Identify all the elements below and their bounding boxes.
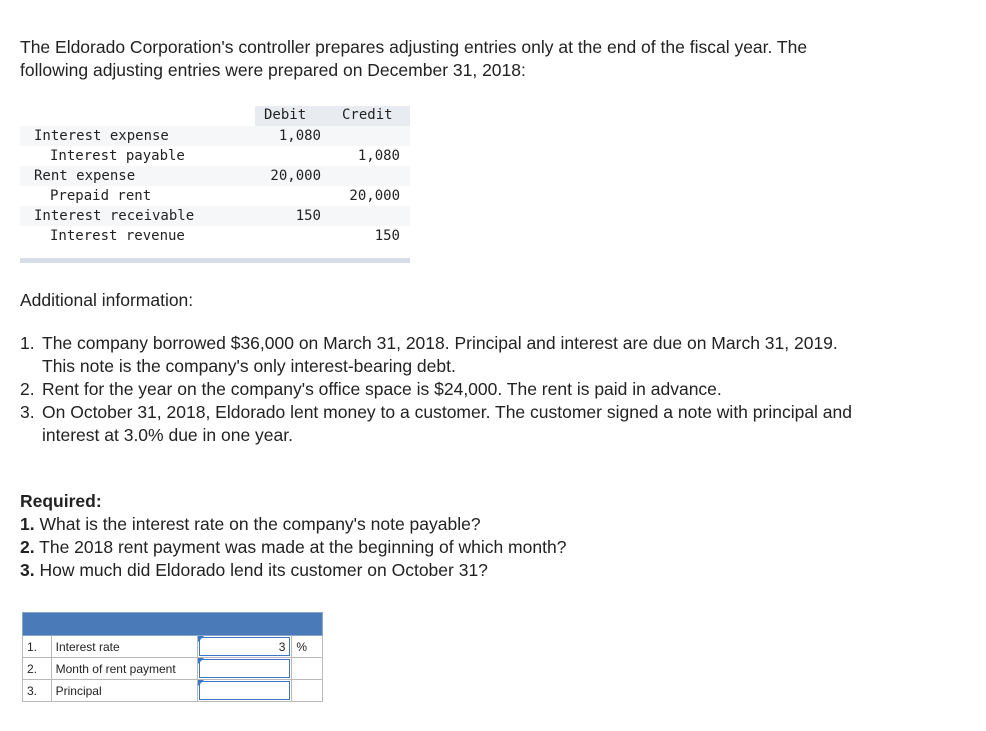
answer-label: Month of rent payment	[51, 658, 197, 680]
question-number: 3.	[20, 560, 35, 580]
question-number: 1.	[20, 514, 35, 534]
list-item	[20, 378, 970, 401]
journal-row	[20, 146, 410, 166]
journal-rows	[20, 126, 410, 246]
credit-value: 150	[374, 228, 400, 244]
answer-row	[23, 658, 323, 680]
table-footer-bar	[20, 246, 410, 263]
interest-rate-cell	[197, 636, 291, 658]
question-text: The 2018 rent payment was made at the beginning of which month?	[39, 537, 567, 557]
account-name: Interest payable	[50, 148, 185, 164]
answer-row	[23, 680, 323, 702]
credit-value: 1,080	[357, 148, 400, 164]
answer-row	[23, 636, 323, 658]
principal-input[interactable]	[199, 681, 290, 700]
question	[20, 513, 970, 536]
answer-number: 1.	[23, 636, 52, 658]
question-text: What is the interest rate on the company's note payable?	[39, 514, 481, 534]
account-name: Rent expense	[34, 168, 136, 184]
question	[20, 536, 970, 559]
adjusting-entries-table	[20, 106, 410, 263]
input-marker-icon	[198, 658, 204, 664]
intro-line-1: The Eldorado Corporation's controller prepares adjusting entries only at the end of the fiscal year. The	[20, 37, 808, 57]
question	[20, 559, 970, 582]
answer-unit: %	[292, 636, 323, 658]
answer-table	[22, 612, 323, 702]
account-name: Interest expense	[34, 128, 169, 144]
account-name: Prepaid rent	[50, 188, 152, 204]
answer-label: Principal	[51, 680, 197, 702]
answer-header-row	[23, 613, 323, 636]
required-section	[20, 490, 970, 582]
account-name: Interest receivable	[34, 208, 195, 224]
input-marker-icon	[198, 636, 204, 642]
account-name: Interest revenue	[50, 228, 185, 244]
item-number: 3.	[20, 402, 35, 422]
answer-unit	[292, 680, 323, 702]
journal-header	[20, 106, 410, 126]
answer-number: 3.	[23, 680, 52, 702]
item-text-line: The company borrowed $36,000 on March 31, 2018. Principal and interest are due on March 31, 2019.	[42, 333, 838, 353]
item-number: 2.	[20, 379, 35, 399]
credit-header: Credit	[342, 107, 393, 123]
item-text-line: interest at 3.0% due in one year.	[42, 425, 293, 445]
question-number: 2.	[20, 537, 35, 557]
journal-row	[20, 226, 410, 246]
debit-header: Debit	[264, 107, 307, 123]
interest-rate-input[interactable]: 3	[199, 637, 290, 656]
debit-value: 20,000	[270, 168, 321, 184]
rent-month-cell	[197, 658, 291, 680]
answer-header-bar	[23, 613, 323, 636]
credit-value: 20,000	[349, 188, 400, 204]
journal-row	[20, 206, 410, 226]
additional-info-list	[20, 332, 970, 447]
item-text-line: On October 31, 2018, Eldorado lent money to a customer. The customer signed a note with principal and	[42, 402, 853, 422]
intro-paragraph	[20, 36, 960, 82]
journal-row	[20, 166, 410, 186]
rent-month-input[interactable]	[199, 659, 290, 678]
debit-value: 150	[295, 208, 321, 224]
list-item	[20, 401, 970, 447]
additional-info-title: Additional information:	[20, 290, 194, 310]
item-number: 1.	[20, 333, 35, 353]
answer-unit	[292, 658, 323, 680]
answer-label: Interest rate	[51, 636, 197, 658]
intro-line-2: following adjusting entries were prepared on December 31, 2018:	[20, 60, 526, 80]
principal-cell	[197, 680, 291, 702]
item-text-line: This note is the company's only interest-bearing debt.	[42, 356, 456, 376]
answer-number: 2.	[23, 658, 52, 680]
journal-row	[20, 186, 410, 206]
debit-value: 1,080	[278, 128, 321, 144]
question-text: How much did Eldorado lend its customer on October 31?	[39, 560, 488, 580]
required-title: Required:	[20, 491, 102, 511]
list-item	[20, 332, 970, 378]
input-marker-icon	[198, 680, 204, 686]
item-text-line: Rent for the year on the company's office space is $24,000. The rent is paid in advance.	[42, 379, 722, 399]
journal-row	[20, 126, 410, 146]
